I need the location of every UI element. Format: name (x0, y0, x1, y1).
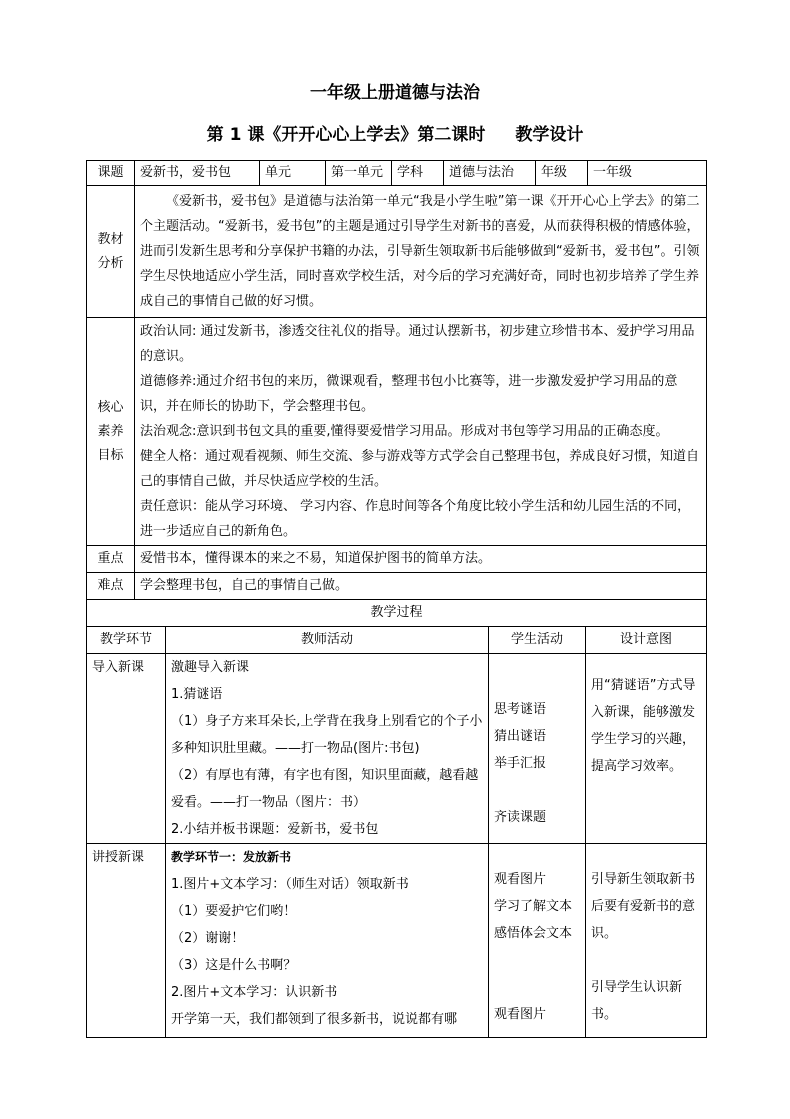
unit-label: 单元 (260, 161, 326, 186)
col-student: 学生活动 (489, 627, 586, 654)
col-teacher: 教师活动 (166, 627, 489, 654)
lesson-title: 第 1 课《开开心心上学去》第二课时 (206, 125, 486, 145)
student-cell: 观看图片 学习了解文本 感悟体会文本 观看图片 (489, 844, 586, 1038)
unit-value: 第一单元 (326, 161, 392, 186)
table-row (87, 844, 707, 1038)
col-intent: 设计意图 (586, 627, 707, 654)
goal-item: 道德修养:通过介绍书包的来历，微课观看，整理书包小比赛等，进一步激发爱护学习用品的意识，并在师长的协助下，学会整理书包。 (140, 374, 678, 414)
goal-item: 健全人格：通过观看视频、师生交流、参与游戏等方式学会自己整理书包，养成良好习惯，知道自己的事情自己做，并尽快适应学校的生活。 (140, 449, 700, 489)
topic-label: 课题 (87, 161, 135, 186)
goals-text (135, 318, 707, 546)
process-table (86, 599, 707, 1038)
document-title: 一年级上册道德与法治 (310, 83, 480, 103)
col-stage: 教学环节 (87, 627, 166, 654)
grade-label: 年级 (536, 161, 588, 186)
analysis-label: 教材 分析 (87, 186, 135, 318)
key-text: 爱惜书本，懂得课本的来之不易，知道保护图书的简单方法。 (135, 546, 707, 573)
subject-value: 道德与法治 (444, 161, 536, 186)
intent-cell: 用“猜谜语”方式导入新课，能够激发学生学习的兴趣，提高学习效率。 (586, 654, 707, 844)
stage-cell: 导入新课 (87, 654, 166, 844)
intent-cell: 引导新生领取新书后要有爱新书的意识。 引导学生认识新书。 (586, 844, 707, 1038)
student-cell: 思考谜语 猜出谜语 举手汇报 齐读课题 (489, 654, 586, 844)
table-row (87, 654, 707, 844)
subject-label: 学科 (392, 161, 444, 186)
analysis-text: 《爱新书，爱书包》是道德与法治第一单元“我是小学生啦”第一课《开开心心上学去》的第二个主题活动。“爱新书，爱书包”的主题是通过引导学生对新书的喜爱，从而获得积极的情感体验，进而引发新生思考和分享保护书籍的办法，引导新生领取新书后能够做到“爱新书，爱书包”。引领学生尽快地适应小学生活，同时喜欢学校生活，对今后的学习充满好奇，同时也初步培养了学生养成自己的事情自己做的好习惯。 (135, 186, 707, 318)
goal-item: 责任意识：能从学习环境、 学习内容、作息时间等各个角度比较小学生活和幼儿园生活的不同，进一步适应自己的新角色。 (140, 499, 691, 539)
design-label: 教学设计 (515, 125, 584, 145)
lesson-info-table (86, 160, 707, 600)
difficulty-label: 难点 (87, 573, 135, 600)
stage-cell: 讲授新课 (87, 844, 166, 1038)
document-subtitle (0, 120, 790, 145)
goal-item: 政治认同: 通过发新书，渗透交往礼仪的指导。通过认摆新书，初步建立珍惜书本、爱护学习用品的意识。 (140, 324, 695, 364)
teacher-cell: 激趣导入新课 1.猜谜语 （1）身子方来耳朵长,上学背在我身上别看它的个子小多种知识肚里藏。——打一物品(图片:书包) （2）有厚也有薄，有字也有图，知识里面藏，越看越爱看。——打一物品（图片：书） 2.小结并板书课题：爱新书，爱书包 (166, 654, 489, 844)
difficulty-text: 学会整理书包，自己的事情自己做。 (135, 573, 707, 600)
process-heading: 教学过程 (87, 600, 707, 627)
goals-label: 核心 素养 目标 (87, 318, 135, 546)
teacher-cell: 教学环节一：发放新书 1.图片+文本学习：（师生对话）领取新书 （1）要爱护它们哟！ （2）谢谢！ （3）这是什么书啊？ 2.图片+文本学习：认识新书 开学第一天，我们都领到了很多新书，说说都有哪 (166, 844, 489, 1038)
grade-value: 一年级 (588, 161, 707, 186)
topic-value: 爱新书，爱书包 (135, 161, 260, 186)
goal-item: 法治观念:意识到书包文具的重要,懂得要爱惜学习用品。形成对书包等学习用品的正确态度。 (140, 424, 669, 439)
key-label: 重点 (87, 546, 135, 573)
